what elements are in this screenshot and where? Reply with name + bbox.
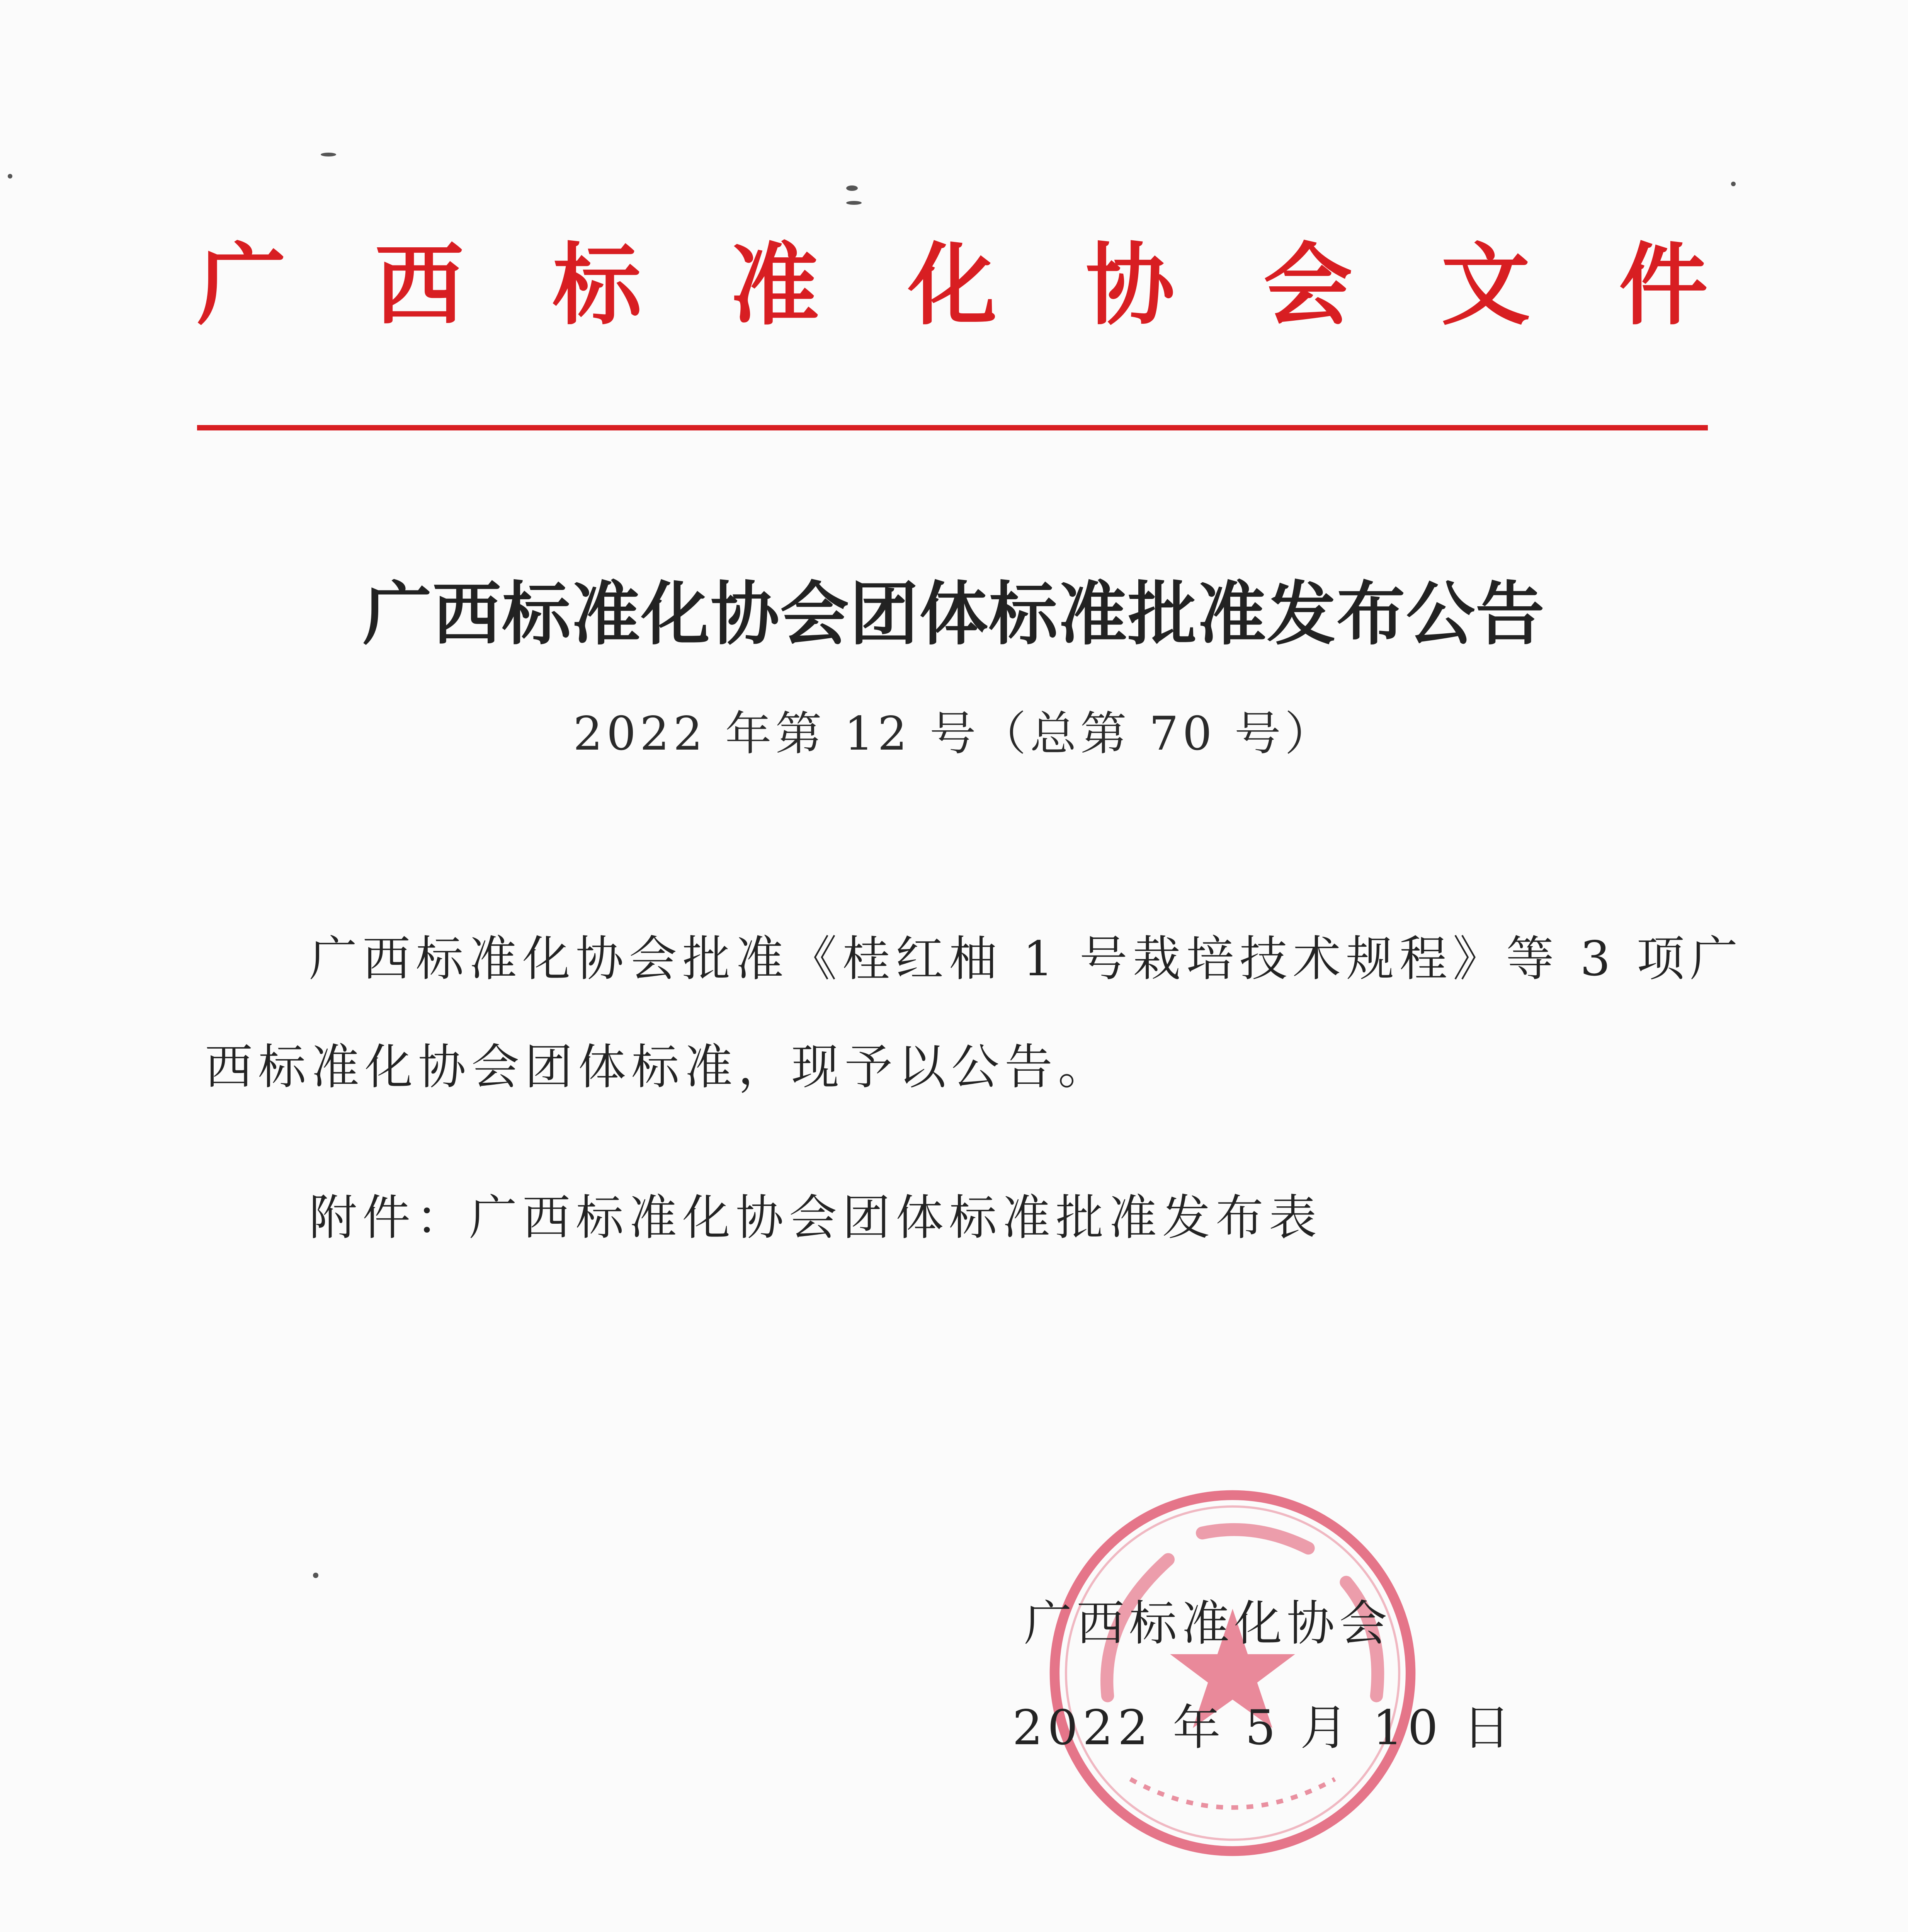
body-paragraph: 广西标准化协会批准《桂红柚 1 号栽培技术规程》等 3 项广 [309, 931, 1743, 987]
letterhead-divider [197, 425, 1708, 430]
letterhead-char: 会 [1263, 234, 1352, 337]
scan-speck [1731, 182, 1736, 186]
official-seal-icon [1043, 1484, 1422, 1862]
letterhead-char: 广 [197, 234, 286, 337]
document-number: 2022 年第 12 号（总第 70 号） [573, 707, 1335, 761]
letterhead-char: 西 [374, 234, 464, 337]
scan-speck [846, 185, 858, 191]
letterhead-char: 标 [552, 234, 641, 337]
attachment-line: 附件：广西标准化协会团体标准批准发布表 [309, 1190, 1323, 1246]
letterhead-char: 协 [1085, 234, 1175, 337]
letterhead-char: 文 [1441, 234, 1530, 337]
document-title: 广西标准化协会团体标准批准发布公告 [363, 573, 1545, 654]
signing-date: 2022 年 5 月 10 日 [1012, 1700, 1515, 1756]
letterhead [197, 228, 1708, 344]
scan-speck [313, 1573, 318, 1578]
scan-speck [321, 153, 336, 156]
signing-organization: 广西标准化协会 [1024, 1596, 1392, 1651]
scan-speck [8, 174, 12, 179]
letterhead-char: 化 [908, 234, 997, 337]
body-paragraph-continued: 西标准化协会团体标准，现予以公告。 [205, 1039, 1112, 1095]
scan-speck [846, 201, 862, 205]
letterhead-char: 件 [1619, 234, 1708, 337]
letterhead-char: 准 [730, 234, 819, 337]
